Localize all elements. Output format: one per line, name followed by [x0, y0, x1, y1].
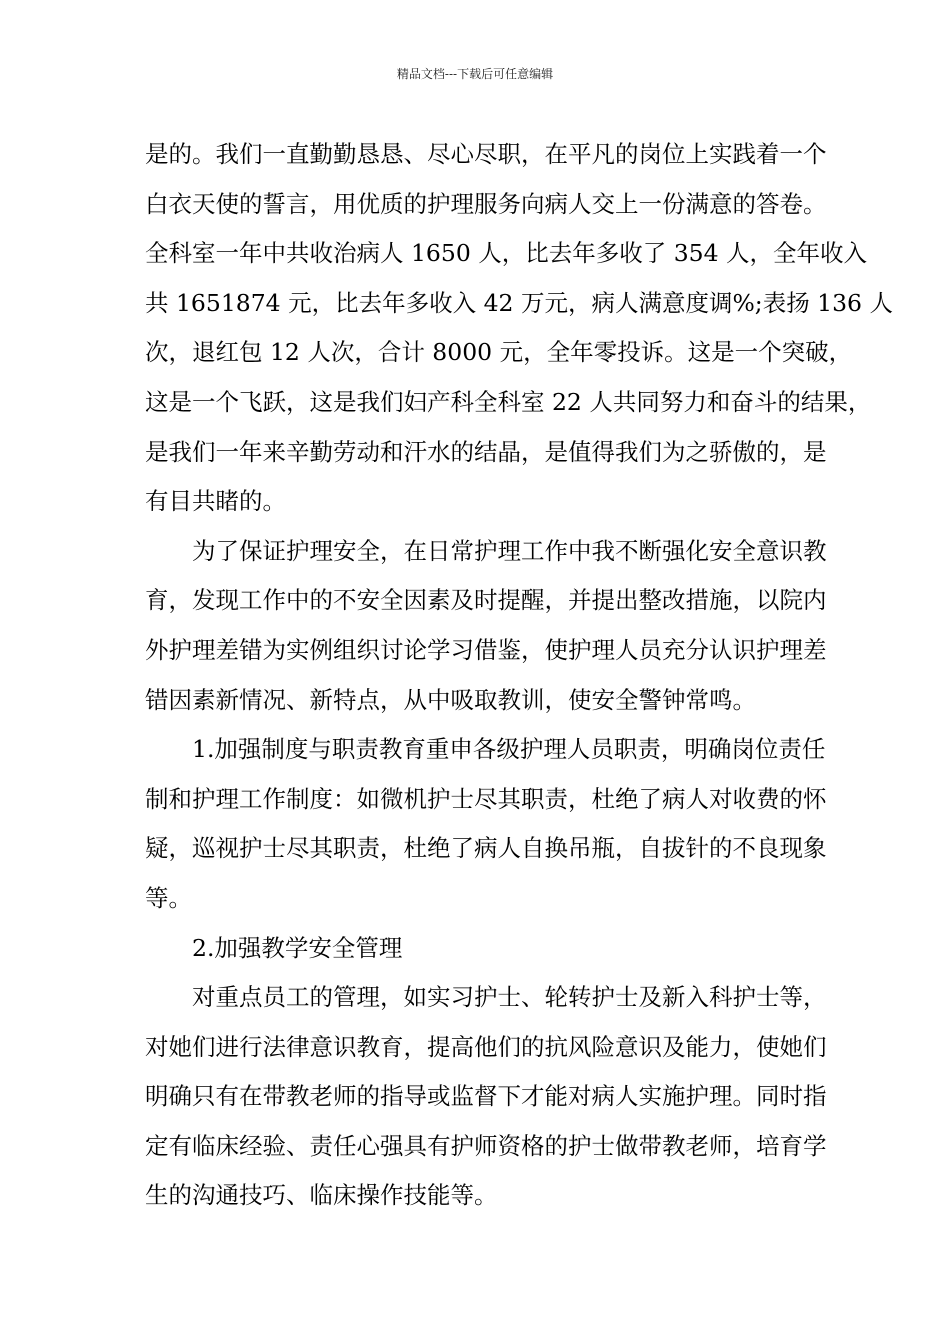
text-line: 共 1651874 元，比去年多收入 42 万元，病人满意度调%;表扬 136 人	[145, 288, 893, 317]
text-line: 白衣天使的誓言，用优质的护理服务向病人交上一份满意的答卷。	[145, 189, 827, 218]
text-line: 育，发现工作中的不安全因素及时提醒，并提出整改措施，以院内	[145, 586, 827, 615]
text-line: 是我们一年来辛勤劳动和汗水的结晶，是值得我们为之骄傲的，是	[145, 437, 827, 466]
text-line: 制和护理工作制度：如微机护士尽其职责，杜绝了病人对收费的怀	[145, 784, 827, 813]
text-line: 定有临床经验、责任心强具有护师资格的护士做带教老师，培育学	[145, 1131, 827, 1160]
text-line: 等。	[145, 883, 192, 912]
text-line: 对她们进行法律意识教育，提高他们的抗风险意识及能力，使她们	[145, 1032, 827, 1061]
text-line: 明确只有在带教老师的指导或监督下才能对病人实施护理。同时指	[145, 1082, 827, 1111]
text-line: 为了保证护理安全，在日常护理工作中我不断强化安全意识教	[192, 536, 827, 565]
text-line: 外护理差错为实例组织讨论学习借鉴，使护理人员充分认识护理差	[145, 635, 827, 664]
text-line: 次，退红包 12 人次，合计 8000 元，全年零投诉。这是一个突破，	[145, 338, 853, 367]
document-body	[145, 130, 893, 1221]
text-line: 错因素新情况、新特点，从中吸取教训，使安全警钟常鸣。	[145, 685, 756, 714]
text-line: 有目共睹的。	[145, 487, 286, 516]
text-line: 这是一个飞跃，这是我们妇产科全科室 22 人共同努力和奋斗的结果，	[145, 387, 872, 416]
text-line: 全科室一年中共收治病人 1650 人，比去年多收了 354 人，全年收入	[145, 239, 868, 268]
text-line: 生的沟通技巧、临床操作技能等。	[145, 1181, 498, 1210]
text-line: 2.加强教学安全管理	[192, 933, 403, 962]
text-line: 对重点员工的管理，如实习护士、轮转护士及新入科护士等，	[192, 983, 827, 1012]
text-line: 1.加强制度与职责教育重申各级护理人员职责，明确岗位责任	[192, 735, 826, 764]
text-line: 是的。我们一直勤勤恳恳、尽心尽职，在平凡的岗位上实践着一个	[145, 140, 827, 168]
page-header: 精品文档---下载后可任意编辑	[396, 67, 554, 81]
text-line: 疑，巡视护士尽其职责，杜绝了病人自换吊瓶，自拔针的不良现象	[145, 834, 827, 863]
